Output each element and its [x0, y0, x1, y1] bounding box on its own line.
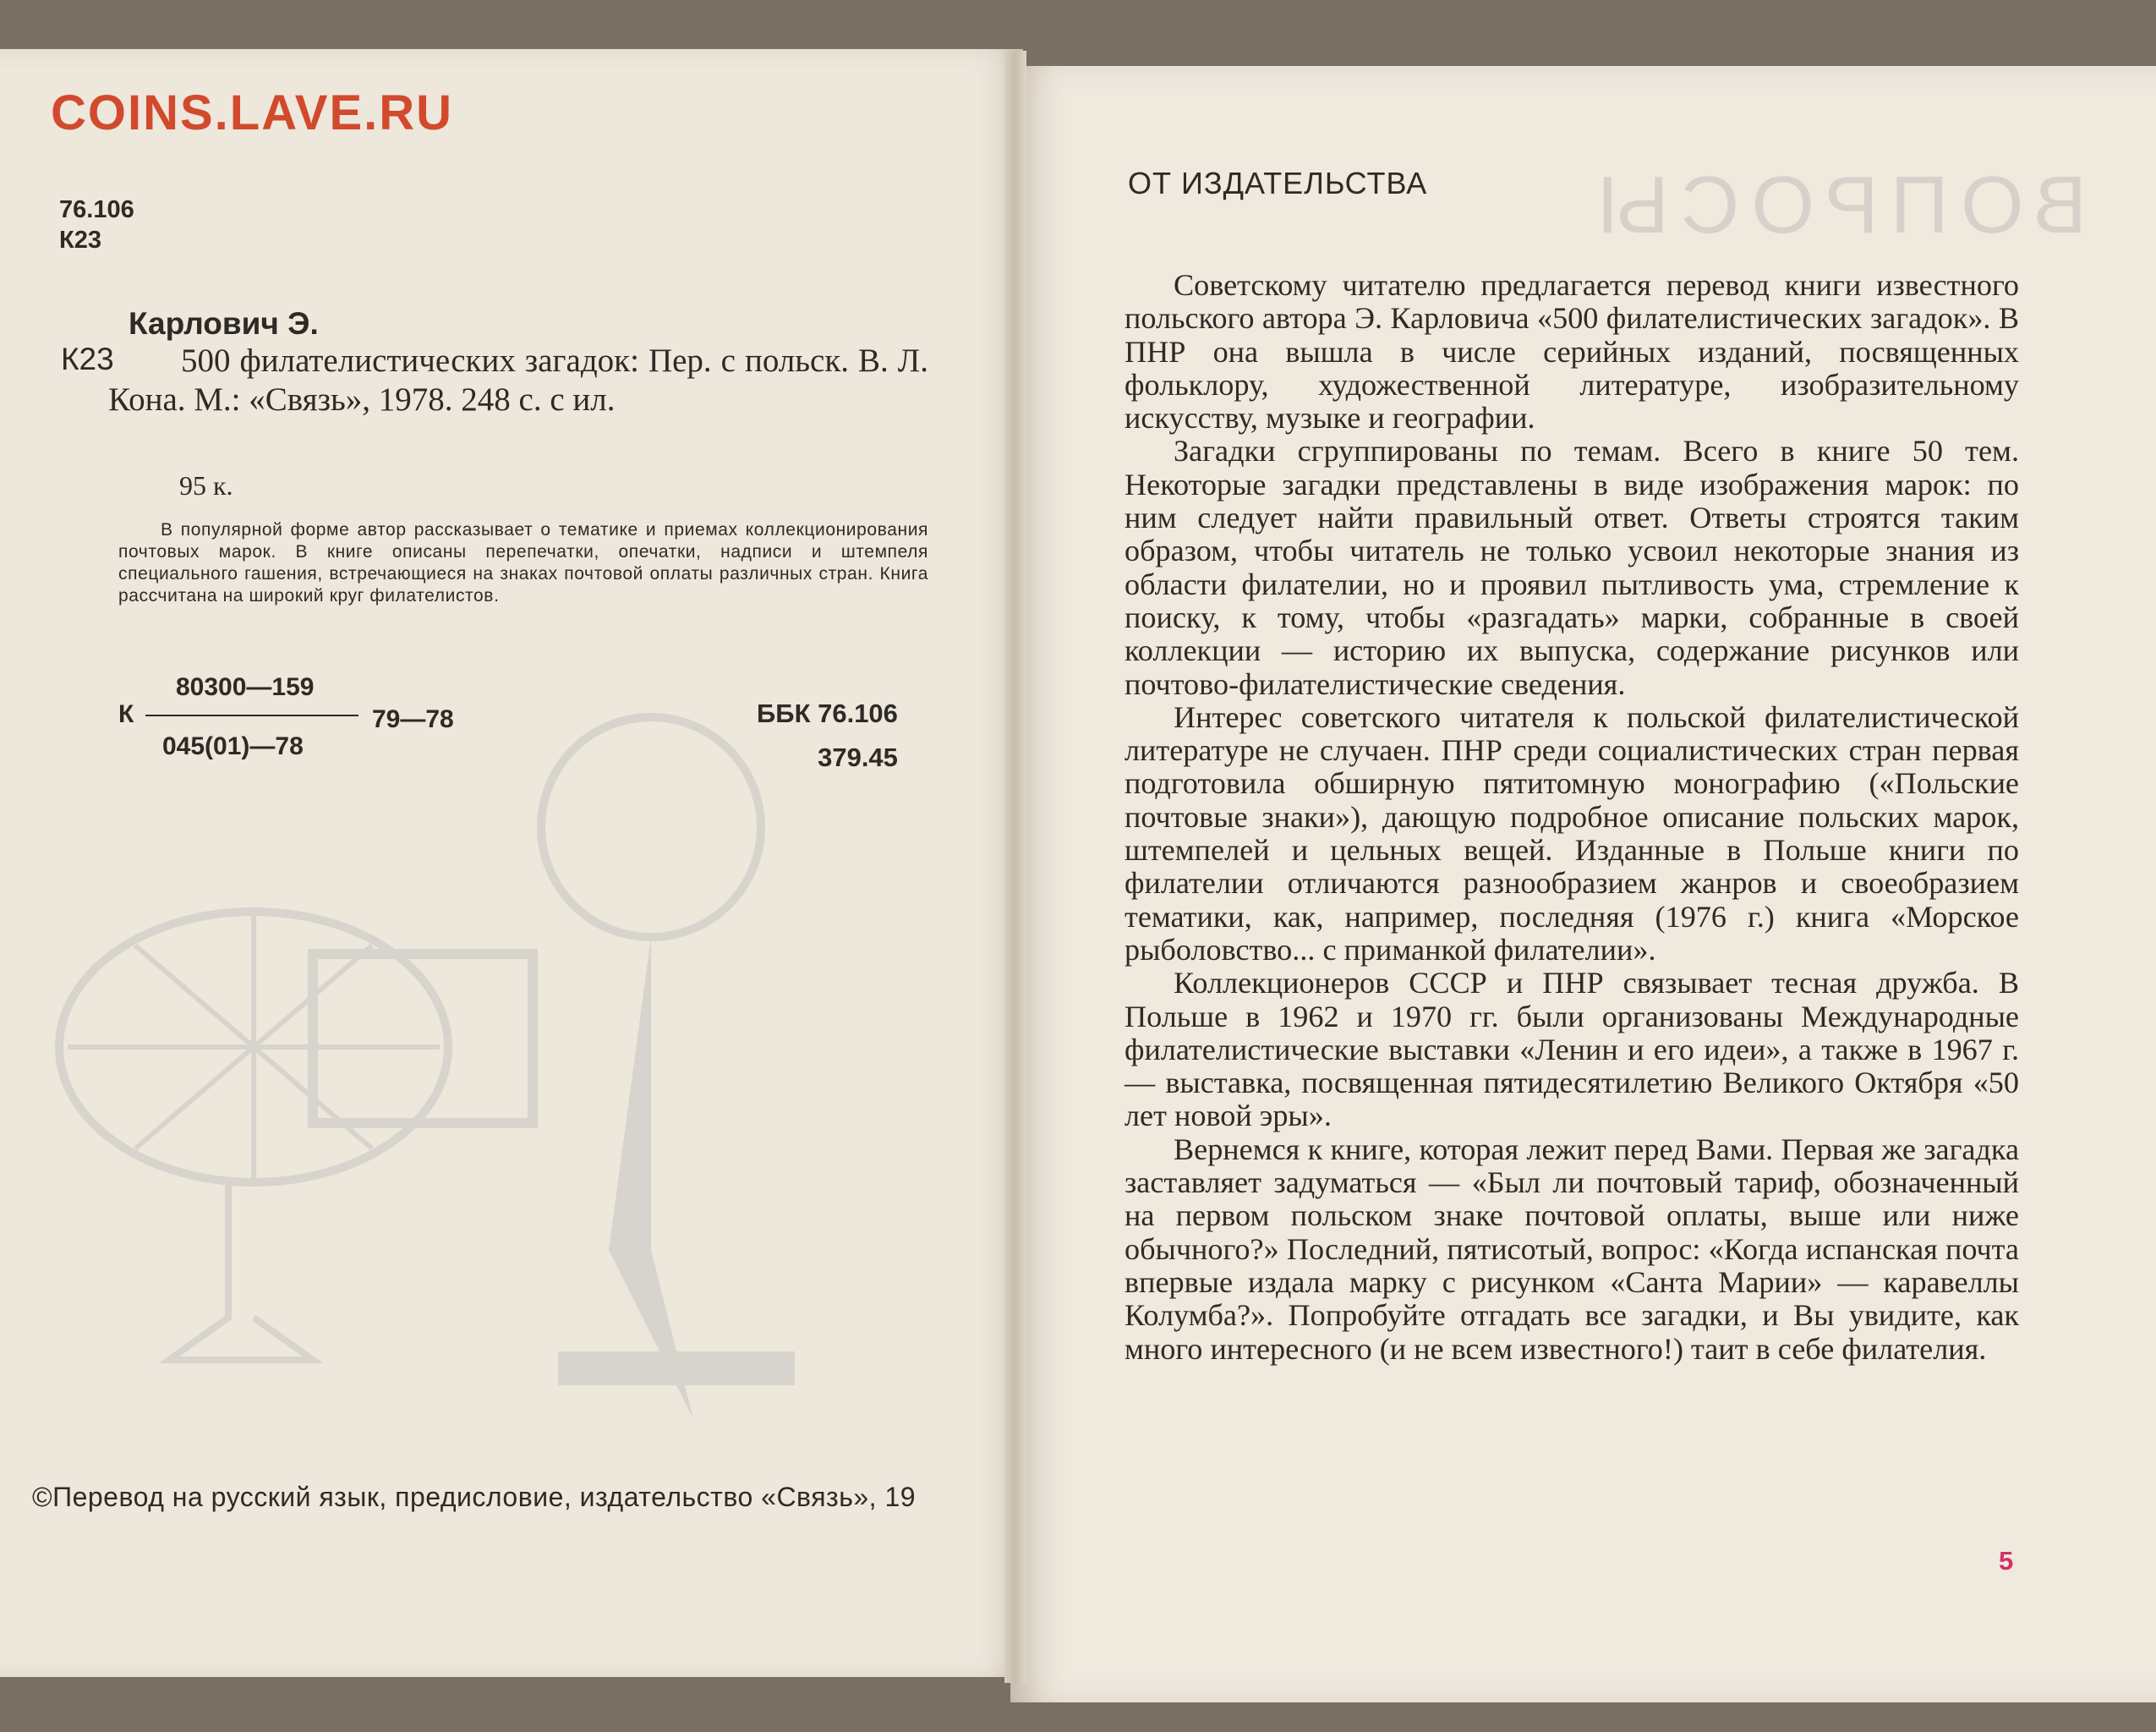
book-gutter: [1004, 51, 1026, 1683]
bibliographic-text: 500 филателистических загадок: Пер. с польск. В. Л. Кона. М.: «Связь», 1978. 248 с. с ил.: [108, 343, 928, 418]
paragraph: Советскому читателю предлагается перевод книги известного польского автора Э. Карловича «500 филателистических загадок». В ПНР она вышла в числе серийных изданий, посвященных фольклору, художественной литературе, изобразительному искусству, музыке и географии.: [1125, 268, 2019, 436]
annotation: [118, 519, 928, 607]
annotation-text: В популярной форме автор рассказывает о тематике и приемах коллекционирования почтовых марок. В книге описаны перепечатки, опечатки, надписи и штемпеля специального гашения, встречающиеся на знаках почтовой оплаты различных стран. Книга рассчитана на широкий круг филателистов.: [118, 520, 928, 606]
show-through-heading: ВОПРОСЫ: [1585, 160, 2088, 250]
paragraph: Интерес советского читателя к польской филателистической литературе не случаен. ПНР среди социалистических стран первая подготовила обширную пятитомную монографию («Польские почтовые знаки»), дающую подробное описание польских марок, штемпелей и цельных вещей. Изданные в Польше книги по филателии отличаются разнообразием жанров и своеобразием тематики, как, например, последняя (1976 г.) книга «Морское рыболовство... с приманкой филателии».: [1125, 699, 2019, 967]
paragraph: Коллекционеров СССР и ПНР связывает тесная дружба. В Польше в 1962 и 1970 гг. были организованы Международные филателистические выставки «Ленин и его идеи», а также в 1967 г. — выставка, посвященная пятидесятилетию Великого Октября «50 лет новой эры».: [1125, 966, 2019, 1133]
bibliographic-record: [108, 342, 928, 419]
paragraph: Вернемся к книге, которая лежит перед Вами. Первая же загадка заставляет задуматься — «Был ли почтовый тариф, обозначенный на первом польском знаке почтовой оплаты, выше или ниже обычного?» Последний, пятисотый, вопрос: «Когда испанская почта впервые издала марку с рисунком «Санта Марии» — каравеллы Колумба?». Попробуйте отгадать все загадки, и Вы увидите, как много интересного (и не всем известного!) таит в себе филателия.: [1125, 1132, 2019, 1366]
copyright-line: ©Перевод на русский язык, предисловие, издательство «Связь», 19: [32, 1482, 917, 1512]
bbk-label: ББК 76.106: [757, 699, 898, 728]
catalog-code: К23: [59, 227, 101, 254]
fraction-denominator: 045(01)—78: [162, 732, 304, 760]
watermark: COINS.LAVE.RU: [51, 85, 454, 140]
price: 95 к.: [179, 470, 233, 501]
fraction-bar: [145, 715, 358, 716]
udk-code: [59, 195, 134, 255]
udk-number: 76.106: [59, 196, 134, 223]
fraction-numerator: 80300—159: [176, 673, 315, 701]
left-page: [0, 49, 1023, 1677]
author-name: Карлович Э.: [129, 306, 319, 341]
fraction-letter: К: [118, 700, 134, 728]
fraction-suffix: 79—78: [372, 705, 454, 733]
paragraph: Загадки сгруппированы по темам. Всего в книге 50 тем. Некоторые загадки представлены в виде изображения марок: по ним следует найти правильный ответ. Ответы строятся таким образом, чтобы читатель не только усвоил некоторые знания из области филателии, но и проявил пытливость ума, стремление к поиску, к тому, чтобы «разгадать» марки, собранные в своей коллекции — историю их выпуска, содержание рисунков или почтово-филателистические сведения.: [1125, 434, 2019, 701]
bbk-code: [757, 692, 898, 780]
catalog-code-inline: К23: [61, 342, 114, 376]
section-title: ОТ ИЗДАТЕЛЬСТВА: [1128, 166, 1428, 200]
page-number: 5: [1999, 1546, 2014, 1576]
body-text: [1125, 269, 2019, 1366]
bbk-second: 379.45: [818, 743, 898, 772]
show-through-illustration: [34, 573, 879, 1504]
